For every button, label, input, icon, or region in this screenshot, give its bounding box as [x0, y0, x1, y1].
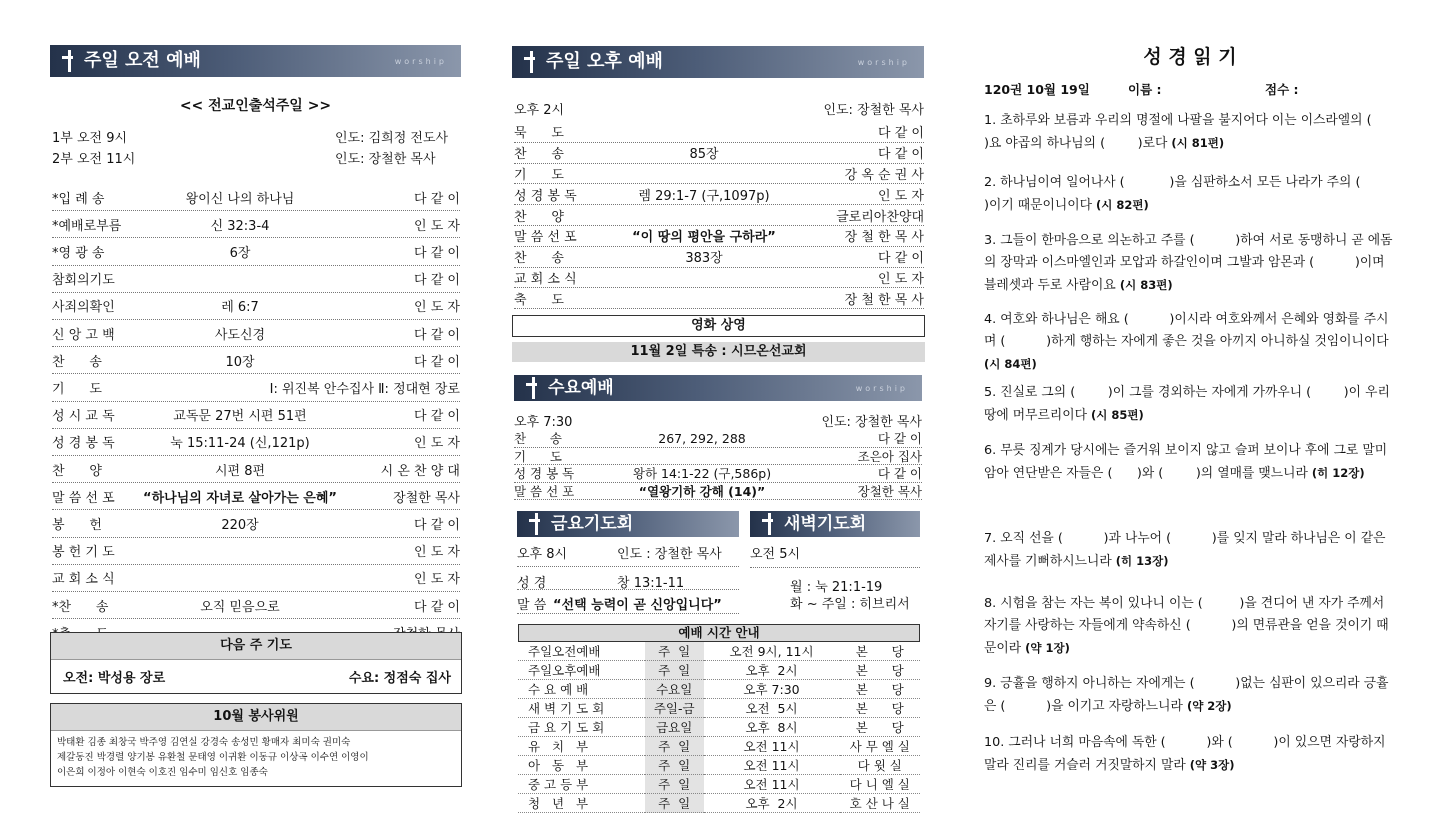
question-text: 9. 긍휼을 행하지 아니하는 자에게는 ( )없는 심판이 있으리라 긍휼은 ( )을 이기고 자랑하느니라 [984, 676, 1389, 714]
order-row [52, 374, 460, 401]
schedule-cell: 다 윗 실 [857, 758, 902, 773]
order-row [52, 293, 460, 320]
question-reference: (시 84편) [984, 357, 1037, 371]
question-reference: (약 1장) [1025, 641, 1070, 655]
schedule-row [518, 775, 920, 794]
morning-banner-title: 주일 오전 예배 [84, 50, 201, 71]
friday-banner [517, 511, 739, 537]
order-row [514, 184, 924, 205]
order-item-content: 렘 29:1-7 (구,1097p) [638, 188, 770, 204]
schedule-cell: 주 일 [645, 794, 704, 813]
order-item-leader: 인 도 자 [878, 271, 924, 287]
service-1-leader: 인도: 김희정 전도사 [335, 131, 449, 146]
dawn-banner [750, 511, 920, 537]
order-item-name: *영 광 송 [52, 245, 105, 261]
order-item-leader: 다 같 이 [414, 191, 460, 207]
friday-scripture: 창 13:1-11 [617, 576, 685, 591]
dawn-banner-title: 새벽기도회 [784, 514, 867, 534]
schedule-cell: 오후 2시 [745, 796, 798, 811]
order-item-leader: 장철한 목사 [857, 483, 922, 499]
order-item-name: 찬 송 [514, 147, 564, 163]
order-item-leader: 다 같 이 [414, 409, 460, 425]
order-row [52, 347, 460, 374]
schedule-cell: 오후 7:30 [743, 682, 800, 697]
order-item-name: 봉 헌 기 도 [52, 545, 115, 561]
order-item-content: 왕하 14:1-22 (구,586p) [632, 466, 772, 482]
schedule-cell: 오전 9시, 11시 [729, 644, 814, 659]
order-item-content: 시편 8편 [214, 463, 266, 479]
bible-question [984, 382, 1396, 427]
prayer-wednesday: 수요: 정점숙 집사 [348, 671, 451, 686]
schedule-row [518, 680, 920, 699]
order-row [514, 268, 924, 289]
question-text: 8. 시험을 참는 자는 복이 있나니 이는 ( )을 견디어 낸 자가 주께서 자기를 사랑하는 자들에게 약속하신 ( )의 면류관을 얻을 것이기 때문이라 [984, 596, 1389, 656]
schedule-cell: 오후 2시 [745, 663, 798, 678]
order-item-content: 383장 [685, 251, 723, 267]
cross-icon [762, 513, 778, 535]
cross-icon [526, 377, 542, 399]
wednesday-banner-title: 수요예배 [548, 378, 614, 398]
schedule-cell: 다 니 엘 실 [849, 777, 910, 792]
bible-question [984, 673, 1396, 718]
schedule-title: 예배 시간 안내 [518, 624, 920, 642]
order-item-leader: 장 철 한 목 사 [844, 292, 924, 308]
order-item-content: 267, 292, 288 [658, 430, 746, 446]
order-row [52, 565, 460, 592]
order-item-leader: 장 철 한 목 사 [844, 230, 924, 246]
order-item-content: 신 32:3-4 [210, 218, 270, 234]
bible-title: 성 경 읽 기 [1143, 46, 1237, 68]
schedule-cell: 주 일 [645, 661, 704, 680]
order-item-content: 사도신경 [214, 327, 266, 343]
schedule-cell: 본 당 [855, 644, 904, 659]
schedule-cell: 아 동 부 [528, 758, 589, 773]
schedule-cell: 주 일 [645, 756, 704, 775]
order-row [514, 247, 924, 268]
cross-icon [529, 513, 545, 535]
order-item-leader: 다 같 이 [877, 431, 922, 447]
question-reference: (약 2장) [1186, 699, 1232, 713]
wednesday-time: 오후 7:30 [514, 415, 573, 430]
order-item-leader: 다 같 이 [414, 599, 460, 615]
friday-scripture-label: 성 경 [517, 576, 547, 591]
question-reference: (약 3장) [1189, 758, 1235, 772]
order-item-leader: 다 같 이 [414, 517, 460, 533]
schedule-row [518, 642, 920, 661]
order-item-content: 6장 [229, 245, 251, 261]
schedule-cell: 본 당 [855, 663, 904, 678]
bible-question [984, 593, 1396, 660]
question-text: 6. 무릇 징계가 당시에는 즐거워 보이지 않고 슬퍼 보이나 후에 그로 말미암아 연단받은 자들은 ( )와 ( )의 열매를 맺느니라 [984, 443, 1388, 481]
schedule-cell: 오전 11시 [743, 758, 800, 773]
volunteer-line: 제갈동진 박경렬 양기봉 유환철 문태영 이귀환 이동규 이상곡 이수연 이영이 [57, 752, 369, 763]
order-item-content: 10장 [225, 354, 255, 370]
order-row [52, 266, 460, 293]
order-item-content: 220장 [221, 517, 259, 533]
question-reference: (시 82편) [1096, 198, 1149, 212]
order-item-leader: 다 같 이 [414, 354, 460, 370]
order-item-name: *찬 송 [52, 599, 109, 615]
bible-question [984, 172, 1396, 217]
order-row [514, 465, 922, 483]
prayer-morning: 오전: 박성용 장로 [63, 671, 166, 686]
schedule-cell: 오전 11시 [743, 777, 800, 792]
schedule-cell: 수요일 [645, 680, 704, 699]
dawn-line-2: 화 ~ 주일 : 히브리서 [790, 597, 910, 612]
order-item-leader: Ⅰ: 위진복 안수집사 Ⅱ: 정대현 장로 [269, 381, 460, 397]
order-row [514, 288, 924, 309]
schedule-cell: 오전 11시 [743, 739, 800, 754]
order-item-name: 기 도 [52, 381, 102, 397]
bible-question [984, 732, 1396, 777]
order-item-content: “이 땅의 평안을 구하라” [632, 230, 776, 246]
schedule-row [518, 737, 920, 756]
schedule-table [518, 642, 920, 813]
order-row [52, 429, 460, 456]
afternoon-time: 오후 2시 [514, 103, 565, 118]
order-item-leader: 강 옥 순 권 사 [844, 167, 924, 183]
schedule-cell: 중 고 등 부 [528, 777, 589, 792]
schedule-row [518, 699, 920, 718]
order-item-name: 말 씀 선 포 [52, 490, 115, 506]
order-item-name: 말 씀 선 포 [514, 483, 575, 499]
order-item-leader: 조은아 집사 [857, 448, 922, 464]
schedule-cell: 금요일 [645, 718, 704, 737]
schedule-cell: 주일오후예배 [528, 663, 601, 678]
order-item-leader: 다 같 이 [414, 245, 460, 261]
order-row [52, 238, 460, 265]
bible-question [984, 230, 1396, 297]
order-row [514, 430, 922, 448]
schedule-cell: 수 요 예 배 [528, 682, 589, 697]
wednesday-leader: 인도: 장철한 목사 [821, 415, 922, 430]
order-item-content: 눅 15:11-24 (신,121p) [170, 436, 310, 452]
schedule-row [518, 718, 920, 737]
service-2-name: 2부 오전 11시 [52, 152, 136, 167]
schedule-cell: 유 치 부 [528, 739, 589, 754]
schedule-cell: 주 일 [645, 775, 704, 794]
order-item-leader: 인 도 자 [414, 572, 460, 588]
question-text: 7. 오직 선을 ( )과 나누어 ( )를 잊지 말라 하나님은 이 같은 제사를 기뻐하시느니라 [984, 531, 1390, 569]
name-label: 이름 : [1128, 82, 1162, 97]
order-item-name: 성 경 봉 독 [52, 436, 115, 452]
order-item-content: 오직 믿음으로 [200, 599, 280, 615]
volunteer-title: 10월 봉사위원 [51, 704, 461, 731]
order-item-leader: 시 온 찬 양 대 [380, 463, 460, 479]
order-row [514, 448, 922, 466]
afternoon-banner-title: 주일 오후 예배 [546, 51, 663, 72]
schedule-row [518, 756, 920, 775]
order-item-content: 교독문 27번 시편 51편 [173, 409, 307, 425]
order-row [52, 320, 460, 347]
question-text: 1. 초하루와 보름과 우리의 명절에 나팔을 불지어다 이는 이스라엘의 ( )요 야곱의 하나님의 ( )로다 [984, 113, 1405, 151]
bible-question [984, 528, 1396, 573]
order-item-name: 찬 송 [514, 431, 562, 447]
order-row [514, 122, 924, 143]
schedule-cell: 본 당 [855, 701, 904, 716]
order-row [52, 211, 460, 238]
schedule-row [518, 661, 920, 680]
order-row [52, 184, 460, 211]
order-item-name: 성 시 교 독 [52, 409, 115, 425]
order-row [52, 592, 460, 619]
order-row [514, 143, 924, 164]
schedule-cell: 주 일 [645, 737, 704, 756]
order-item-name: *입 례 송 [52, 191, 105, 207]
friday-banner-title: 금요기도회 [551, 514, 634, 534]
question-reference: (시 83편) [1119, 278, 1173, 292]
order-item-name: 찬 송 [514, 251, 564, 267]
order-item-leader: 인 도 자 [414, 300, 460, 316]
schedule-cell: 새 벽 기 도 회 [528, 701, 605, 716]
schedule-cell: 사 무 엘 실 [849, 739, 910, 754]
order-item-content: 왕이신 나의 하나님 [185, 191, 295, 207]
friday-sermon-label: 말 씀 [517, 598, 547, 613]
order-item-leader: 글로리아찬양대 [836, 209, 924, 225]
order-item-name: 말 씀 선 포 [514, 230, 577, 246]
order-item-name: *예배로부름 [52, 218, 122, 234]
order-row [52, 483, 460, 510]
schedule-cell: 본 당 [855, 720, 904, 735]
morning-banner [50, 45, 461, 77]
order-row [514, 226, 924, 247]
schedule-row [518, 794, 920, 813]
volunteer-box [50, 703, 462, 787]
schedule-cell: 주 일 [645, 642, 704, 661]
bible-question [984, 110, 1405, 155]
friday-sermon: “선택 능력이 곧 신앙입니다” [553, 598, 722, 613]
order-row [514, 164, 924, 185]
banner-watermark: worship [857, 58, 910, 67]
score-label: 점수 : [1265, 82, 1299, 97]
wednesday-banner [514, 375, 922, 401]
prayer-title: 다음 주 기도 [51, 633, 461, 660]
order-item-leader: 다 같 이 [878, 147, 924, 163]
order-item-name: 축 도 [514, 292, 564, 308]
movie-box: 영화 상영 [512, 315, 925, 337]
order-item-name: 교 회 소 식 [52, 572, 115, 588]
order-item-name: 찬 양 [514, 209, 564, 225]
question-text: 4. 여호와 하나님은 해요 ( )이시라 여호와께서 은혜와 영화를 주시며 ( )하게 행하는 자에게 좋은 것을 아끼지 아니하실 것임이니이다 [984, 312, 1389, 349]
friday-leader: 인도 : 장철한 목사 [617, 547, 722, 562]
schedule-cell: 금 요 기 도 회 [528, 720, 605, 735]
order-item-leader: 다 같 이 [414, 273, 460, 289]
question-text: 5. 진실로 그의 ( )이 그를 경외하는 자에게 가까우니 ( )이 우리 땅에 머무르리이다 [984, 385, 1394, 423]
volunteer-line: 박태환 김종 최창국 박주영 김연실 강경숙 송성민 황매자 최미숙 권미숙 [57, 737, 351, 748]
question-text: 3. 그들이 한마음으로 의논하고 주를 ( )하여 서로 동맹하니 곧 에돔의 장막과 이스마엘인과 모압과 하갈인이며 그발과 암몬과 ( )이며 블레셋과 두로 사람이요 [984, 233, 1393, 293]
question-reference: (시 85편) [1091, 408, 1144, 422]
order-item-content: “하나님의 자녀로 살아가는 은혜” [143, 490, 337, 506]
order-item-leader: 장철한 목사 [393, 490, 460, 506]
order-item-name: 교 회 소 식 [514, 271, 577, 287]
bible-question [984, 309, 1396, 376]
banner-watermark: worship [855, 384, 908, 393]
order-item-leader: 다 같 이 [877, 466, 922, 482]
volunteer-line: 이은희 이정아 이현숙 이호진 임수미 임신호 임종숙 [57, 767, 268, 778]
order-item-name: 사죄의확인 [52, 300, 115, 316]
order-item-leader: 인 도 자 [878, 188, 924, 204]
friday-time: 오후 8시 [517, 547, 568, 562]
dawn-line-1: 월 : 눅 21:1-19 [790, 580, 883, 595]
order-row [52, 510, 460, 537]
order-item-name: 성 경 봉 독 [514, 466, 575, 482]
afternoon-leader: 인도: 장철한 목사 [823, 103, 924, 118]
schedule-cell: 호 산 나 실 [849, 796, 910, 811]
order-item-name: 찬 송 [52, 354, 102, 370]
order-item-leader: 인 도 자 [414, 545, 460, 561]
order-row [52, 456, 460, 483]
question-text: 10. 그러나 너희 마음속에 독한 ( )와 ( )이 있으면 자랑하지 말라 진리를 거슬러 거짓말하지 말라 [984, 735, 1390, 773]
question-reference: (히 12장) [1311, 466, 1365, 480]
schedule-cell: 주일오전예배 [528, 644, 601, 659]
order-item-content: 레 6:7 [221, 300, 259, 316]
order-item-name: 성 경 봉 독 [514, 188, 577, 204]
schedule-cell: 오후 8시 [745, 720, 798, 735]
order-row [514, 483, 922, 501]
order-row [52, 402, 460, 429]
service-2-leader: 인도: 장철한 목사 [335, 152, 436, 167]
bible-question [984, 440, 1396, 485]
order-item-name: 찬 양 [52, 463, 102, 479]
order-item-content: 85장 [689, 147, 719, 163]
order-item-leader: 다 같 이 [878, 251, 924, 267]
order-item-content: “열왕기하 강해 (14)” [638, 483, 766, 499]
cross-icon [524, 51, 540, 73]
schedule-cell: 청 년 부 [528, 796, 589, 811]
order-item-leader: 인 도 자 [414, 436, 460, 452]
order-item-leader: 다 같 이 [414, 327, 460, 343]
question-text: 2. 하나님이여 일어나사 ( )을 심판하소서 모든 나라가 주의 ( )이기 때문이니이다 [984, 175, 1393, 213]
morning-theme: << 전교인출석주일 >> [179, 98, 332, 114]
schedule-cell: 오전 5시 [745, 701, 798, 716]
order-item-name: 참회의기도 [52, 273, 115, 289]
bible-volume-date: 120권 10월 19일 [984, 82, 1090, 97]
order-row [514, 205, 924, 226]
banner-watermark: worship [394, 57, 447, 66]
afternoon-banner [512, 46, 924, 78]
order-item-name: 봉 헌 [52, 517, 102, 533]
schedule-cell: 주일-금 [645, 699, 704, 718]
question-reference: (시 81편) [1171, 136, 1225, 150]
schedule-cell: 본 당 [855, 682, 904, 697]
cross-icon [62, 50, 78, 72]
dawn-time: 오전 5시 [750, 547, 801, 562]
service-1-name: 1부 오전 9시 [52, 131, 128, 146]
order-item-name: 신 앙 고 백 [52, 327, 115, 343]
order-item-leader: 다 같 이 [878, 126, 924, 142]
next-week-prayer-box [50, 632, 462, 694]
question-reference: (히 13장) [1115, 554, 1169, 568]
order-item-name: 묵 도 [514, 126, 564, 142]
order-row [52, 538, 460, 565]
order-item-name: 기 도 [514, 167, 564, 183]
order-item-name: 기 도 [514, 448, 562, 464]
special-song: 11월 2일 특송 : 시므온선교회 [512, 342, 925, 362]
order-item-leader: 인 도 자 [414, 218, 460, 234]
